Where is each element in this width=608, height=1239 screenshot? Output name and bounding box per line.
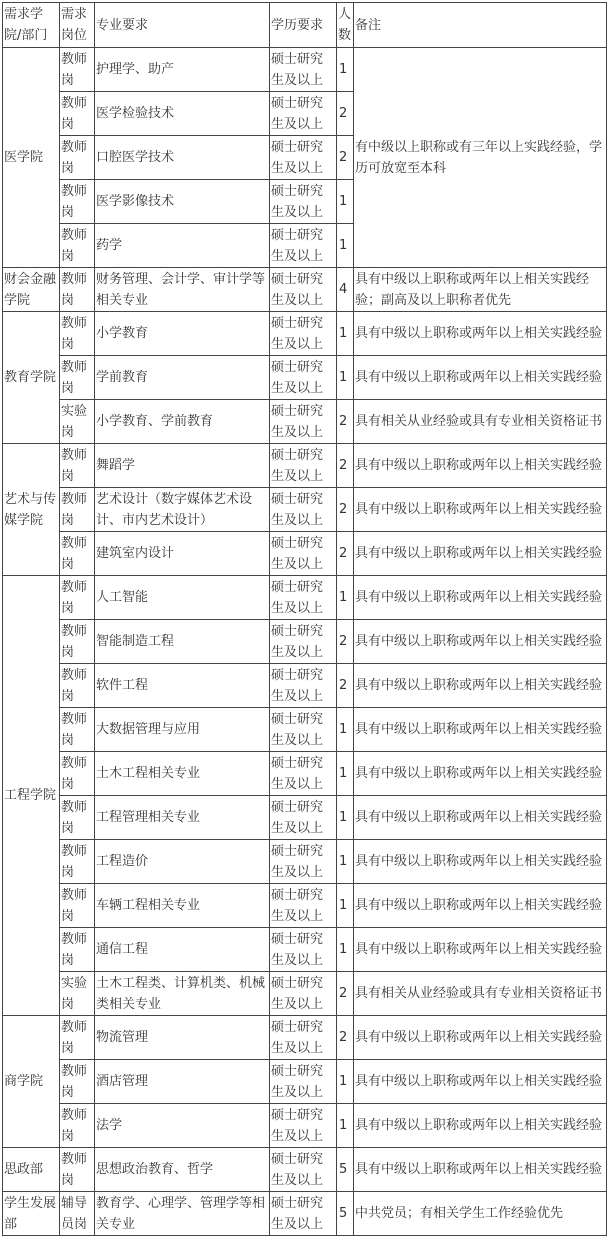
post-cell: 辅导员岗 [60, 1192, 95, 1236]
count-cell: 1 [337, 1104, 354, 1148]
major-cell: 法学 [95, 1104, 270, 1148]
edu-cell: 硕士研究生及以上 [270, 576, 337, 620]
table-row [3, 972, 607, 1016]
count-cell: 1 [337, 1060, 354, 1104]
edu-cell: 硕士研究生及以上 [270, 180, 337, 224]
major-cell: 舞蹈学 [95, 444, 270, 488]
count-cell: 1 [337, 312, 354, 356]
major-cell: 酒店管理 [95, 1060, 270, 1104]
dept-cell: 工程学院 [3, 576, 60, 1016]
count-cell: 2 [337, 488, 354, 532]
post-cell: 教师岗 [60, 708, 95, 752]
header-dept: 需求学院/部门 [3, 3, 60, 48]
major-cell: 工程管理相关专业 [95, 796, 270, 840]
table-row [3, 840, 607, 884]
table-row [3, 796, 607, 840]
major-cell: 人工智能 [95, 576, 270, 620]
note-cell: 有中级以上职称或有三年以上实践经验，学历可放宽至本科 [354, 48, 607, 268]
edu-cell: 硕士研究生及以上 [270, 708, 337, 752]
count-cell: 2 [337, 444, 354, 488]
note-cell: 具有中级以上职称或两年以上相关实践经验 [354, 312, 607, 356]
note-cell: 中共党员；有相关学生工作经验优先 [354, 1192, 607, 1236]
edu-cell: 硕士研究生及以上 [270, 444, 337, 488]
note-cell: 具有中级以上职称或两年以上相关实践经验 [354, 532, 607, 576]
table-row [3, 488, 607, 532]
table-row [3, 1148, 607, 1192]
count-cell: 2 [337, 400, 354, 444]
count-cell: 2 [337, 1016, 354, 1060]
note-cell: 具有中级以上职称或两年以上相关实践经验 [354, 488, 607, 532]
major-cell: 软件工程 [95, 664, 270, 708]
major-cell: 医学影像技术 [95, 180, 270, 224]
major-cell: 学前教育 [95, 356, 270, 400]
post-cell: 教师岗 [60, 928, 95, 972]
table-row [3, 444, 607, 488]
note-cell: 具有中级以上职称或两年以上相关实践经验 [354, 884, 607, 928]
count-cell: 2 [337, 136, 354, 180]
major-cell: 通信工程 [95, 928, 270, 972]
post-cell: 教师岗 [60, 48, 95, 92]
recruitment-table [2, 2, 607, 1236]
post-cell: 教师岗 [60, 488, 95, 532]
header-major: 专业要求 [95, 3, 270, 48]
note-cell: 具有相关从业经验或具有专业相关资格证书 [354, 400, 607, 444]
post-cell: 教师岗 [60, 620, 95, 664]
count-cell: 2 [337, 972, 354, 1016]
major-cell: 工程造价 [95, 840, 270, 884]
edu-cell: 硕士研究生及以上 [270, 1104, 337, 1148]
edu-cell: 硕士研究生及以上 [270, 92, 337, 136]
post-cell: 教师岗 [60, 180, 95, 224]
post-cell: 教师岗 [60, 356, 95, 400]
post-cell: 教师岗 [60, 1060, 95, 1104]
major-cell: 思想政治教育、哲学 [95, 1148, 270, 1192]
post-cell: 教师岗 [60, 664, 95, 708]
count-cell: 1 [337, 752, 354, 796]
post-cell: 教师岗 [60, 1016, 95, 1060]
post-cell: 教师岗 [60, 136, 95, 180]
edu-cell: 硕士研究生及以上 [270, 972, 337, 1016]
note-cell: 具有中级以上职称或两年以上相关实践经验 [354, 796, 607, 840]
count-cell: 1 [337, 48, 354, 92]
major-cell: 大数据管理与应用 [95, 708, 270, 752]
note-cell: 具有中级以上职称或两年以上相关实践经验 [354, 664, 607, 708]
header-edu: 学历要求 [270, 3, 337, 48]
post-cell: 教师岗 [60, 92, 95, 136]
post-cell: 教师岗 [60, 752, 95, 796]
dept-cell: 财会金融学院 [3, 268, 60, 312]
edu-cell: 硕士研究生及以上 [270, 1148, 337, 1192]
post-cell: 教师岗 [60, 1148, 95, 1192]
table-row [3, 1016, 607, 1060]
note-cell: 具有中级以上职称或两年以上相关实践经验 [354, 1148, 607, 1192]
note-cell: 具有中级以上职称或两年以上相关实践经验 [354, 620, 607, 664]
major-cell: 小学教育 [95, 312, 270, 356]
count-cell: 5 [337, 1148, 354, 1192]
major-cell: 医学检验技术 [95, 92, 270, 136]
edu-cell: 硕士研究生及以上 [270, 136, 337, 180]
major-cell: 建筑室内设计 [95, 532, 270, 576]
note-cell: 具有中级以上职称或两年以上相关实践经验 [354, 1016, 607, 1060]
count-cell: 2 [337, 620, 354, 664]
table-row [3, 1060, 607, 1104]
table-row [3, 1104, 607, 1148]
count-cell: 2 [337, 92, 354, 136]
count-cell: 1 [337, 884, 354, 928]
note-cell: 具有中级以上职称或两年以上相关实践经验 [354, 928, 607, 972]
edu-cell: 硕士研究生及以上 [270, 884, 337, 928]
dept-cell: 医学院 [3, 48, 60, 268]
header-post: 需求岗位 [60, 3, 95, 48]
post-cell: 实验岗 [60, 400, 95, 444]
post-cell: 教师岗 [60, 1104, 95, 1148]
count-cell: 2 [337, 664, 354, 708]
count-cell: 1 [337, 840, 354, 884]
major-cell: 土木工程类、计算机类、机械类相关专业 [95, 972, 270, 1016]
note-cell: 具有中级以上职称或两年以上相关实践经验 [354, 576, 607, 620]
count-cell: 1 [337, 224, 354, 268]
count-cell: 4 [337, 268, 354, 312]
major-cell: 教育学、心理学、管理学等相关专业 [95, 1192, 270, 1236]
edu-cell: 硕士研究生及以上 [270, 224, 337, 268]
edu-cell: 硕士研究生及以上 [270, 1192, 337, 1236]
major-cell: 护理学、助产 [95, 48, 270, 92]
edu-cell: 硕士研究生及以上 [270, 356, 337, 400]
edu-cell: 硕士研究生及以上 [270, 532, 337, 576]
edu-cell: 硕士研究生及以上 [270, 488, 337, 532]
major-cell: 车辆工程相关专业 [95, 884, 270, 928]
edu-cell: 硕士研究生及以上 [270, 400, 337, 444]
note-cell: 具有中级以上职称或两年以上相关实践经验 [354, 1060, 607, 1104]
count-cell: 1 [337, 708, 354, 752]
table-row [3, 48, 607, 92]
dept-cell: 艺术与传媒学院 [3, 444, 60, 576]
table-row [3, 532, 607, 576]
count-cell: 2 [337, 532, 354, 576]
header-count: 人数 [337, 3, 354, 48]
table-row [3, 708, 607, 752]
post-cell: 教师岗 [60, 840, 95, 884]
post-cell: 实验岗 [60, 972, 95, 1016]
table-row [3, 356, 607, 400]
post-cell: 教师岗 [60, 796, 95, 840]
major-cell: 财务管理、会计学、审计学等相关专业 [95, 268, 270, 312]
edu-cell: 硕士研究生及以上 [270, 664, 337, 708]
note-cell: 具有相关从业经验或具有专业相关资格证书 [354, 972, 607, 1016]
post-cell: 教师岗 [60, 576, 95, 620]
edu-cell: 硕士研究生及以上 [270, 620, 337, 664]
table-row [3, 1192, 607, 1236]
table-row [3, 576, 607, 620]
note-cell: 具有中级以上职称或两年以上相关实践经验 [354, 752, 607, 796]
note-cell: 具有中级以上职称或两年以上相关实践经验 [354, 444, 607, 488]
post-cell: 教师岗 [60, 312, 95, 356]
note-cell: 具有中级以上职称或两年以上相关实践经验；副高及以上职称者优先 [354, 268, 607, 312]
major-cell: 土木工程相关专业 [95, 752, 270, 796]
edu-cell: 硕士研究生及以上 [270, 796, 337, 840]
note-cell: 具有中级以上职称或两年以上相关实践经验 [354, 708, 607, 752]
note-cell: 具有中级以上职称或两年以上相关实践经验 [354, 840, 607, 884]
edu-cell: 硕士研究生及以上 [270, 840, 337, 884]
edu-cell: 硕士研究生及以上 [270, 928, 337, 972]
dept-cell: 教育学院 [3, 312, 60, 444]
table-row [3, 312, 607, 356]
major-cell: 小学教育、学前教育 [95, 400, 270, 444]
edu-cell: 硕士研究生及以上 [270, 268, 337, 312]
note-cell: 具有中级以上职称或两年以上相关实践经验 [354, 1104, 607, 1148]
table-row [3, 664, 607, 708]
table-row [3, 928, 607, 972]
post-cell: 教师岗 [60, 268, 95, 312]
table-row [3, 884, 607, 928]
post-cell: 教师岗 [60, 532, 95, 576]
count-cell: 1 [337, 928, 354, 972]
edu-cell: 硕士研究生及以上 [270, 1060, 337, 1104]
header-row [3, 3, 607, 48]
table-row [3, 752, 607, 796]
post-cell: 教师岗 [60, 224, 95, 268]
table-row [3, 620, 607, 664]
count-cell: 5 [337, 1192, 354, 1236]
dept-cell: 商学院 [3, 1016, 60, 1148]
table-row [3, 400, 607, 444]
header-note: 备注 [354, 3, 607, 48]
edu-cell: 硕士研究生及以上 [270, 752, 337, 796]
major-cell: 口腔医学技术 [95, 136, 270, 180]
major-cell: 药学 [95, 224, 270, 268]
edu-cell: 硕士研究生及以上 [270, 48, 337, 92]
dept-cell: 学生发展部 [3, 1192, 60, 1236]
post-cell: 教师岗 [60, 444, 95, 488]
count-cell: 1 [337, 576, 354, 620]
note-cell: 具有中级以上职称或两年以上相关实践经验 [354, 356, 607, 400]
count-cell: 1 [337, 796, 354, 840]
count-cell: 1 [337, 180, 354, 224]
post-cell: 教师岗 [60, 884, 95, 928]
table-row [3, 268, 607, 312]
edu-cell: 硕士研究生及以上 [270, 312, 337, 356]
count-cell: 1 [337, 356, 354, 400]
major-cell: 艺术设计（数字媒体艺术设计、市内艺术设计） [95, 488, 270, 532]
major-cell: 智能制造工程 [95, 620, 270, 664]
dept-cell: 思政部 [3, 1148, 60, 1192]
edu-cell: 硕士研究生及以上 [270, 1016, 337, 1060]
major-cell: 物流管理 [95, 1016, 270, 1060]
